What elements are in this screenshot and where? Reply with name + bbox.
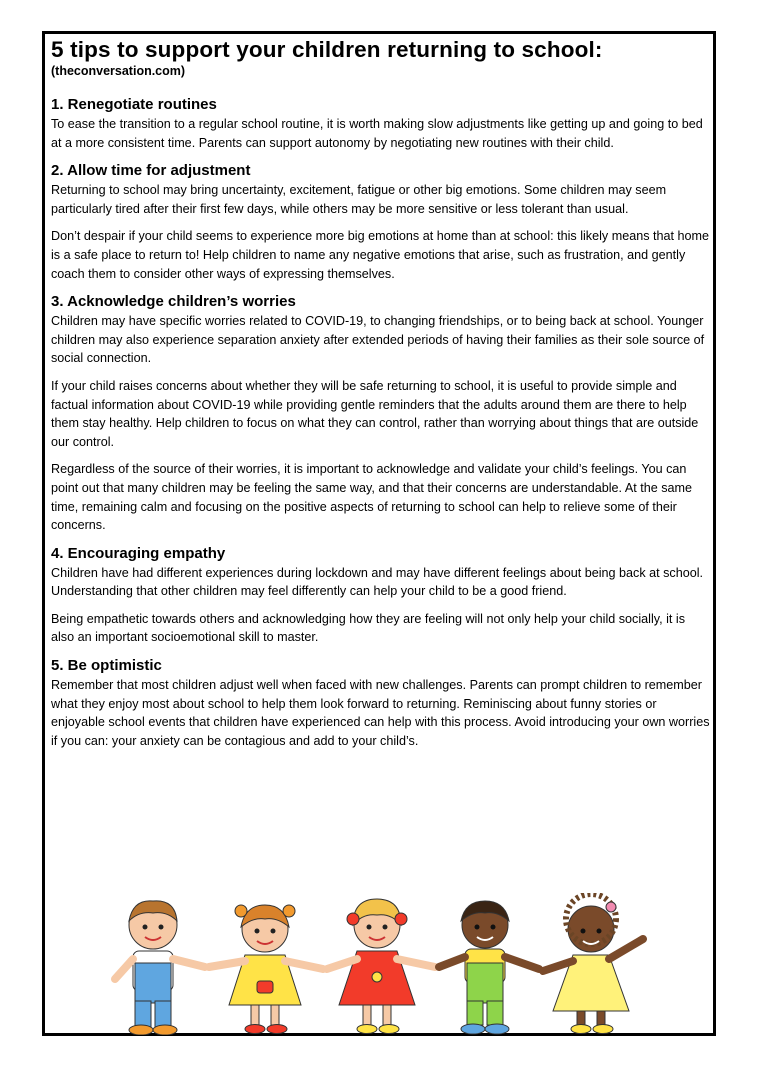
tip-heading: 3. Acknowledge children’s worries bbox=[51, 293, 296, 311]
tip-paragraph: To ease the transition to a regular school routine, it is worth making slow adjustments like getting up and going to bed at a more consistent time. Parents can support autonomy by negotiating new routines with their child. bbox=[51, 117, 703, 150]
tip-paragraph: If your child raises concerns about whether they will be safe returning to school, it is useful to provide simple and factual information about COVID-19 while providing gentle reminders that the adults around them are there to help them stay healthy. Help children to focus on what they can control, rather than worrying about things that are outside our control. bbox=[51, 378, 699, 449]
tip-heading: 2. Allow time for adjustment bbox=[51, 162, 251, 180]
tip-heading: 1. Renegotiate routines bbox=[51, 96, 217, 113]
tip-paragraph: Regardless of the source of their worries, it is important to acknowledge and validate your child’s feelings. You can point out that many children may be feeling the same way, and that their concerns are understandable. At the same time, remaining calm and focusing on the positive aspects of returning to school can help to relieve some of their concerns. bbox=[51, 462, 693, 533]
tip-section-1 bbox=[51, 95, 711, 152]
girl-red-dress-figure bbox=[327, 899, 435, 1034]
girl-yellow-dress-figure bbox=[209, 905, 323, 1034]
boy-overalls-figure bbox=[115, 901, 205, 1035]
children-holding-hands-illustration bbox=[95, 893, 675, 1035]
tip-paragraph: Returning to school may bring uncertainty, excitement, fatigue or other big emotions. Some children may seem particularly tired after their first few days, while others may be more sensitive or less tolerant than usual. bbox=[51, 183, 667, 216]
tip-section-2 bbox=[51, 161, 711, 283]
tip-section-4 bbox=[51, 544, 711, 647]
tip-heading: 5. Be optimistic bbox=[51, 657, 162, 675]
tip-heading: 4. Encouraging empathy bbox=[51, 544, 226, 562]
tip-paragraph: Don’t despair if your child seems to experience more big emotions at home than at school: this likely means that home is a safe place to return to! Help children to name any negative emotions that arise, such as frustration, and gently coach them to consider other ways of expressing themselves. bbox=[51, 229, 710, 281]
page-title: 5 tips to support your children returning to school: bbox=[51, 37, 603, 62]
tip-paragraph: Remember that most children adjust well when faced with new challenges. Parents can prompt children to remember what they enjoy most about school to help them look forward to returning. Reminiscing about funny stories or enjoyable school events that children have experienced can help with this process. Avoid introducing your own worries if you can: your anxiety can be contagious and add to your child’s. bbox=[51, 678, 710, 748]
girl-light-yellow-figure bbox=[543, 894, 643, 1034]
source-credit: (theconversation.com) bbox=[51, 64, 186, 78]
boy-green-figure bbox=[439, 901, 539, 1034]
tip-section-3 bbox=[51, 292, 711, 535]
document-body bbox=[51, 37, 711, 759]
tip-paragraph: Children may have specific worries related to COVID-19, to changing friendships, or to being back at school. Younger children may also experience separation anxiety after extended periods of having their families as their sole source of social connection. bbox=[51, 314, 705, 366]
tip-paragraph: Children have had different experiences during lockdown and may have different feelings about being back at school. Understanding that other children may feel differently can help your child to be a good friend. bbox=[51, 565, 704, 599]
tip-paragraph: Being empathetic towards others and acknowledging how they are feeling will not only help your child socially, it is also an important socioemotional skill to master. bbox=[51, 611, 685, 645]
tip-section-5 bbox=[51, 656, 711, 750]
